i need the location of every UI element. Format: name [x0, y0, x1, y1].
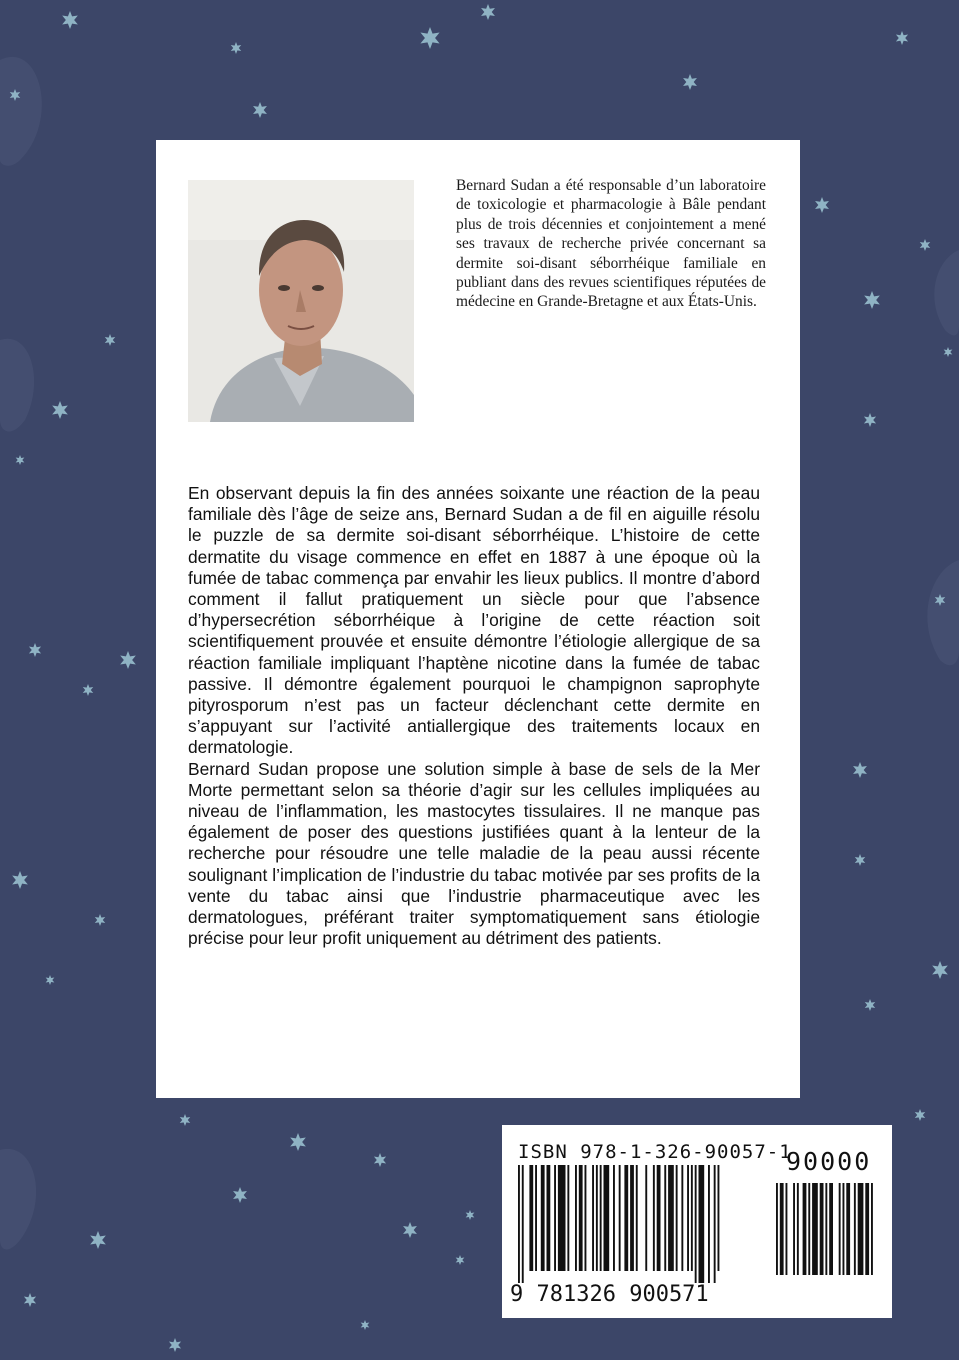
barcode-bar [780, 1183, 784, 1275]
author-photo [188, 180, 414, 422]
barcode-bar [714, 1165, 716, 1283]
barcode-bar [567, 1165, 569, 1271]
barcode-bar [664, 1165, 666, 1271]
barcode-bar [541, 1165, 545, 1271]
barcode-bar [808, 1183, 810, 1275]
barcode-bar [843, 1183, 845, 1275]
barcode-bar [839, 1183, 841, 1275]
barcode-bar [558, 1165, 566, 1271]
barcode-bar [691, 1165, 693, 1271]
barcode-bar [793, 1183, 795, 1275]
author-bio: Bernard Sudan a été responsable d’un laboratoire de toxicologie et pharmacologie à Bâle pendant plus de trois décennies et conjointement a mené ses travaux de recherche privée concernant sa dermite soi-disant séborrhéique familiale en publiant dans des revues scientifiques réputées de médecine en Grande-Bretagne et aux États-Unis. [456, 177, 766, 311]
barcode-bar [535, 1165, 537, 1271]
barcode-bar [624, 1165, 628, 1271]
barcode-bar [636, 1165, 638, 1271]
barcode-bar [858, 1183, 864, 1275]
barcode-bar [812, 1183, 818, 1275]
barcode-bar [579, 1165, 583, 1271]
barcode-bar [596, 1165, 598, 1271]
barcode-bar [871, 1183, 873, 1275]
barcode-bar [718, 1165, 720, 1271]
barcode-bar [522, 1165, 524, 1283]
barcode-bar [803, 1183, 807, 1275]
blurb-paragraph-1: En observant depuis la fin des années soixante une réaction de la peau familiale dès l’âge de seize ans, Bernard Sudan a de fil en aiguille résolu le puzzle de sa dermite soi-disant séborrhéique. L’histoire de cette dermatite du visage commence en effet en 1887 à une époque où la fumée de tabac commença par envahir les lieux publics. Il montre d’abord comment il fallut pratiquement un siècle pour que l’absence d’hypersecrétion séborrhéique à l’origine de cette réaction soit scientifiquement prouvée et ensuite démontre l’étiologie allergique de sa réaction familiale impliquant l’haptène nicotine dans la fumée de tabac passive. Il démontre également pourquoi le champignon saprophyte pityrosporum n’est pas un facteur déclenchant cette dermite en s’appuyant sur l’activité antiallergique des traitements locaux en dermatologie. [188, 483, 760, 758]
barcode-bar [846, 1183, 850, 1275]
barcode-bar [554, 1165, 556, 1271]
barcode-bar [708, 1165, 710, 1283]
barcode-bar [687, 1165, 689, 1271]
ean-digits: 9 781326 900571 [510, 1282, 709, 1307]
barcode-bar [613, 1165, 615, 1271]
author-portrait-illustration [188, 180, 414, 422]
barcode-bar [786, 1183, 788, 1275]
barcode-bar [604, 1165, 610, 1271]
barcode-bar [829, 1183, 833, 1275]
barcode-bar [575, 1165, 577, 1271]
barcode-bar [630, 1165, 634, 1271]
blurb-paragraph-2: Bernard Sudan propose une solution simple à base de sels de la Mer Morte permettant selon sa théorie d’agir sur les cellules impliquées au niveau de l’inflammation, les mastocytes tissulaires. Il ne manque pas également de poser des questions justifiées quant à la lenteur de la recherche pour résoudre une telle maladie de la peau aussi récente soulignant l’implication de l’industrie du tabac motivée par ses profits de la vente du tabac ainsi que l’industrie pharmaceutique avec les dermatologues, préférant traiter symptomatiquement sans étiologie précise pour leur profit uniquement au détriment des patients. [188, 758, 760, 949]
barcode-bar [592, 1165, 594, 1271]
barcode-bar [797, 1183, 799, 1275]
barcode-bar [668, 1165, 674, 1271]
barcode-bar [585, 1165, 587, 1271]
isbn-barcode [502, 1125, 892, 1318]
barcode-bar [619, 1165, 621, 1271]
barcode-bar [681, 1165, 683, 1271]
barcode-bar [676, 1165, 678, 1271]
barcode-bar [600, 1165, 602, 1271]
barcode-bar [699, 1165, 705, 1283]
barcode-bar [645, 1165, 647, 1271]
barcode-bar [518, 1165, 520, 1283]
barcode-bar [657, 1165, 661, 1271]
barcode-bar [547, 1165, 551, 1271]
ean-barcode-bars [514, 1165, 754, 1283]
addon-code: 90000 [786, 1147, 872, 1176]
barcode-bar [653, 1165, 655, 1271]
barcode-bar [854, 1183, 856, 1275]
isbn-label: ISBN 978-1-326-90057-1 [518, 1141, 792, 1163]
barcode-bar [825, 1183, 827, 1275]
book-blurb [188, 483, 760, 949]
text-panel [156, 140, 800, 1098]
barcode-bar [776, 1183, 778, 1275]
barcode-bar [529, 1165, 533, 1271]
addon-barcode-bars [772, 1183, 882, 1287]
barcode-bar [820, 1183, 824, 1275]
barcode-bar [865, 1183, 869, 1275]
barcode-bar [695, 1165, 697, 1283]
